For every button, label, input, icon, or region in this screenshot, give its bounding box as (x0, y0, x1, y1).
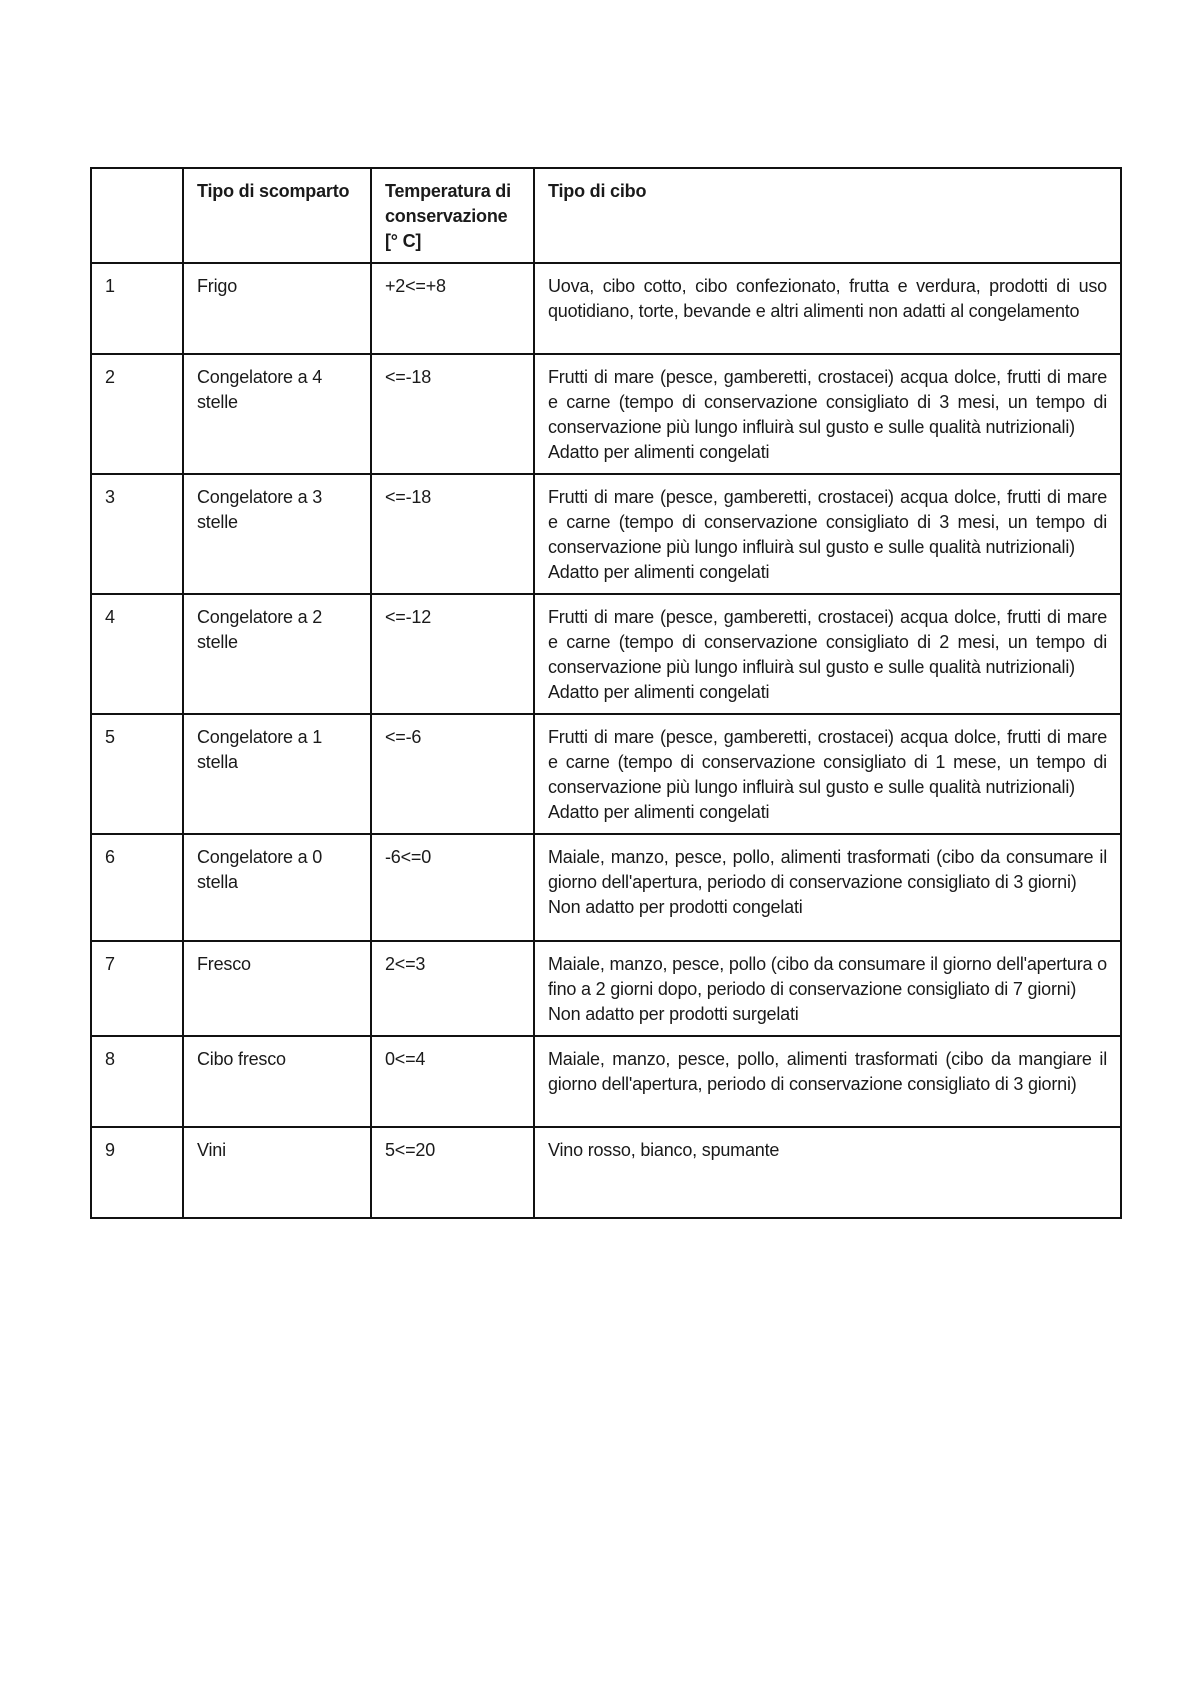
row-food (534, 1127, 1121, 1218)
row-food-text: Frutti di mare (pesce, gamberetti, crostacei) acqua dolce, frutti di mare e carne (tempo di conservazione consigliato di 1 mese, un tempo di conservazione più lungo influirà sul gusto e sulle qualità nutrizionali) (548, 727, 1107, 797)
row-food (534, 1036, 1121, 1127)
table-header-row (91, 168, 1121, 263)
table-row (91, 714, 1121, 834)
row-num: 1 (91, 263, 183, 354)
row-num: 8 (91, 1036, 183, 1127)
row-temperature: <=-18 (371, 474, 534, 594)
row-food (534, 263, 1121, 354)
table-row (91, 834, 1121, 941)
row-compartment: Cibo fresco (183, 1036, 371, 1127)
row-temperature: -6<=0 (371, 834, 534, 941)
table-row (91, 354, 1121, 474)
row-compartment: Vini (183, 1127, 371, 1218)
table-row (91, 941, 1121, 1036)
row-temperature: +2<=+8 (371, 263, 534, 354)
table-row (91, 594, 1121, 714)
row-temperature: <=-6 (371, 714, 534, 834)
row-compartment: Congelatore a 1 stella (183, 714, 371, 834)
row-food-note: Adatto per alimenti congelati (548, 682, 770, 702)
row-temperature: 2<=3 (371, 941, 534, 1036)
row-compartment: Congelatore a 0 stella (183, 834, 371, 941)
row-food-text: Frutti di mare (pesce, gamberetti, crostacei) acqua dolce, frutti di mare e carne (tempo di conservazione consigliato di 3 mesi, un tempo di conservazione più lungo influirà sul gusto e sulle qualità nutrizionali) (548, 487, 1107, 557)
row-food (534, 714, 1121, 834)
row-temperature: 5<=20 (371, 1127, 534, 1218)
header-temperature: Temperatura di conservazione [° C] (371, 168, 534, 263)
row-num: 5 (91, 714, 183, 834)
row-num: 4 (91, 594, 183, 714)
row-num: 9 (91, 1127, 183, 1218)
row-compartment: Congelatore a 4 stelle (183, 354, 371, 474)
row-food (534, 834, 1121, 941)
row-food-text: Uova, cibo cotto, cibo confezionato, frutta e verdura, prodotti di uso quotidiano, torte, bevande e altri alimenti non adatti al congelamento (548, 276, 1107, 321)
row-food-note: Adatto per alimenti congelati (548, 442, 770, 462)
row-temperature: <=-18 (371, 354, 534, 474)
table-row (91, 474, 1121, 594)
row-food-note: Adatto per alimenti congelati (548, 802, 770, 822)
row-compartment: Fresco (183, 941, 371, 1036)
header-food: Tipo di cibo (534, 168, 1121, 263)
row-food-note: Non adatto per prodotti congelati (548, 897, 803, 917)
row-food-text: Maiale, manzo, pesce, pollo, alimenti trasformati (cibo da consumare il giorno dell'apertura, periodo di conservazione consigliato di 3 giorni) (548, 847, 1107, 892)
table-row (91, 1036, 1121, 1127)
row-food-text: Frutti di mare (pesce, gamberetti, crostacei) acqua dolce, frutti di mare e carne (tempo di conservazione consigliato di 2 mesi, un tempo di conservazione più lungo influirà sul gusto e sulle qualità nutrizionali) (548, 607, 1107, 677)
header-compartment: Tipo di scomparto (183, 168, 371, 263)
row-food-text: Vino rosso, bianco, spumante (548, 1140, 780, 1160)
header-num (91, 168, 183, 263)
row-temperature: <=-12 (371, 594, 534, 714)
row-food-note: Non adatto per prodotti surgelati (548, 1004, 799, 1024)
row-food (534, 354, 1121, 474)
row-food-text: Maiale, manzo, pesce, pollo, alimenti trasformati (cibo da mangiare il giorno dell'apertura, periodo di conservazione consigliato di 3 giorni) (548, 1049, 1107, 1094)
row-compartment: Congelatore a 3 stelle (183, 474, 371, 594)
row-food (534, 941, 1121, 1036)
row-compartment: Frigo (183, 263, 371, 354)
row-num: 6 (91, 834, 183, 941)
row-food (534, 594, 1121, 714)
table-row (91, 263, 1121, 354)
row-food-text: Frutti di mare (pesce, gamberetti, crostacei) acqua dolce, frutti di mare e carne (tempo di conservazione consigliato di 3 mesi, un tempo di conservazione più lungo influirà sul gusto e sulle qualità nutrizionali) (548, 367, 1107, 437)
storage-table (90, 167, 1122, 1219)
row-food-note: Adatto per alimenti congelati (548, 562, 770, 582)
table-row (91, 1127, 1121, 1218)
row-food (534, 474, 1121, 594)
row-num: 2 (91, 354, 183, 474)
row-food-text: Maiale, manzo, pesce, pollo (cibo da consumare il giorno dell'apertura o fino a 2 giorni dopo, periodo di conservazione consigliato di 7 giorni) (548, 954, 1107, 999)
row-temperature: 0<=4 (371, 1036, 534, 1127)
row-num: 3 (91, 474, 183, 594)
row-compartment: Congelatore a 2 stelle (183, 594, 371, 714)
row-num: 7 (91, 941, 183, 1036)
